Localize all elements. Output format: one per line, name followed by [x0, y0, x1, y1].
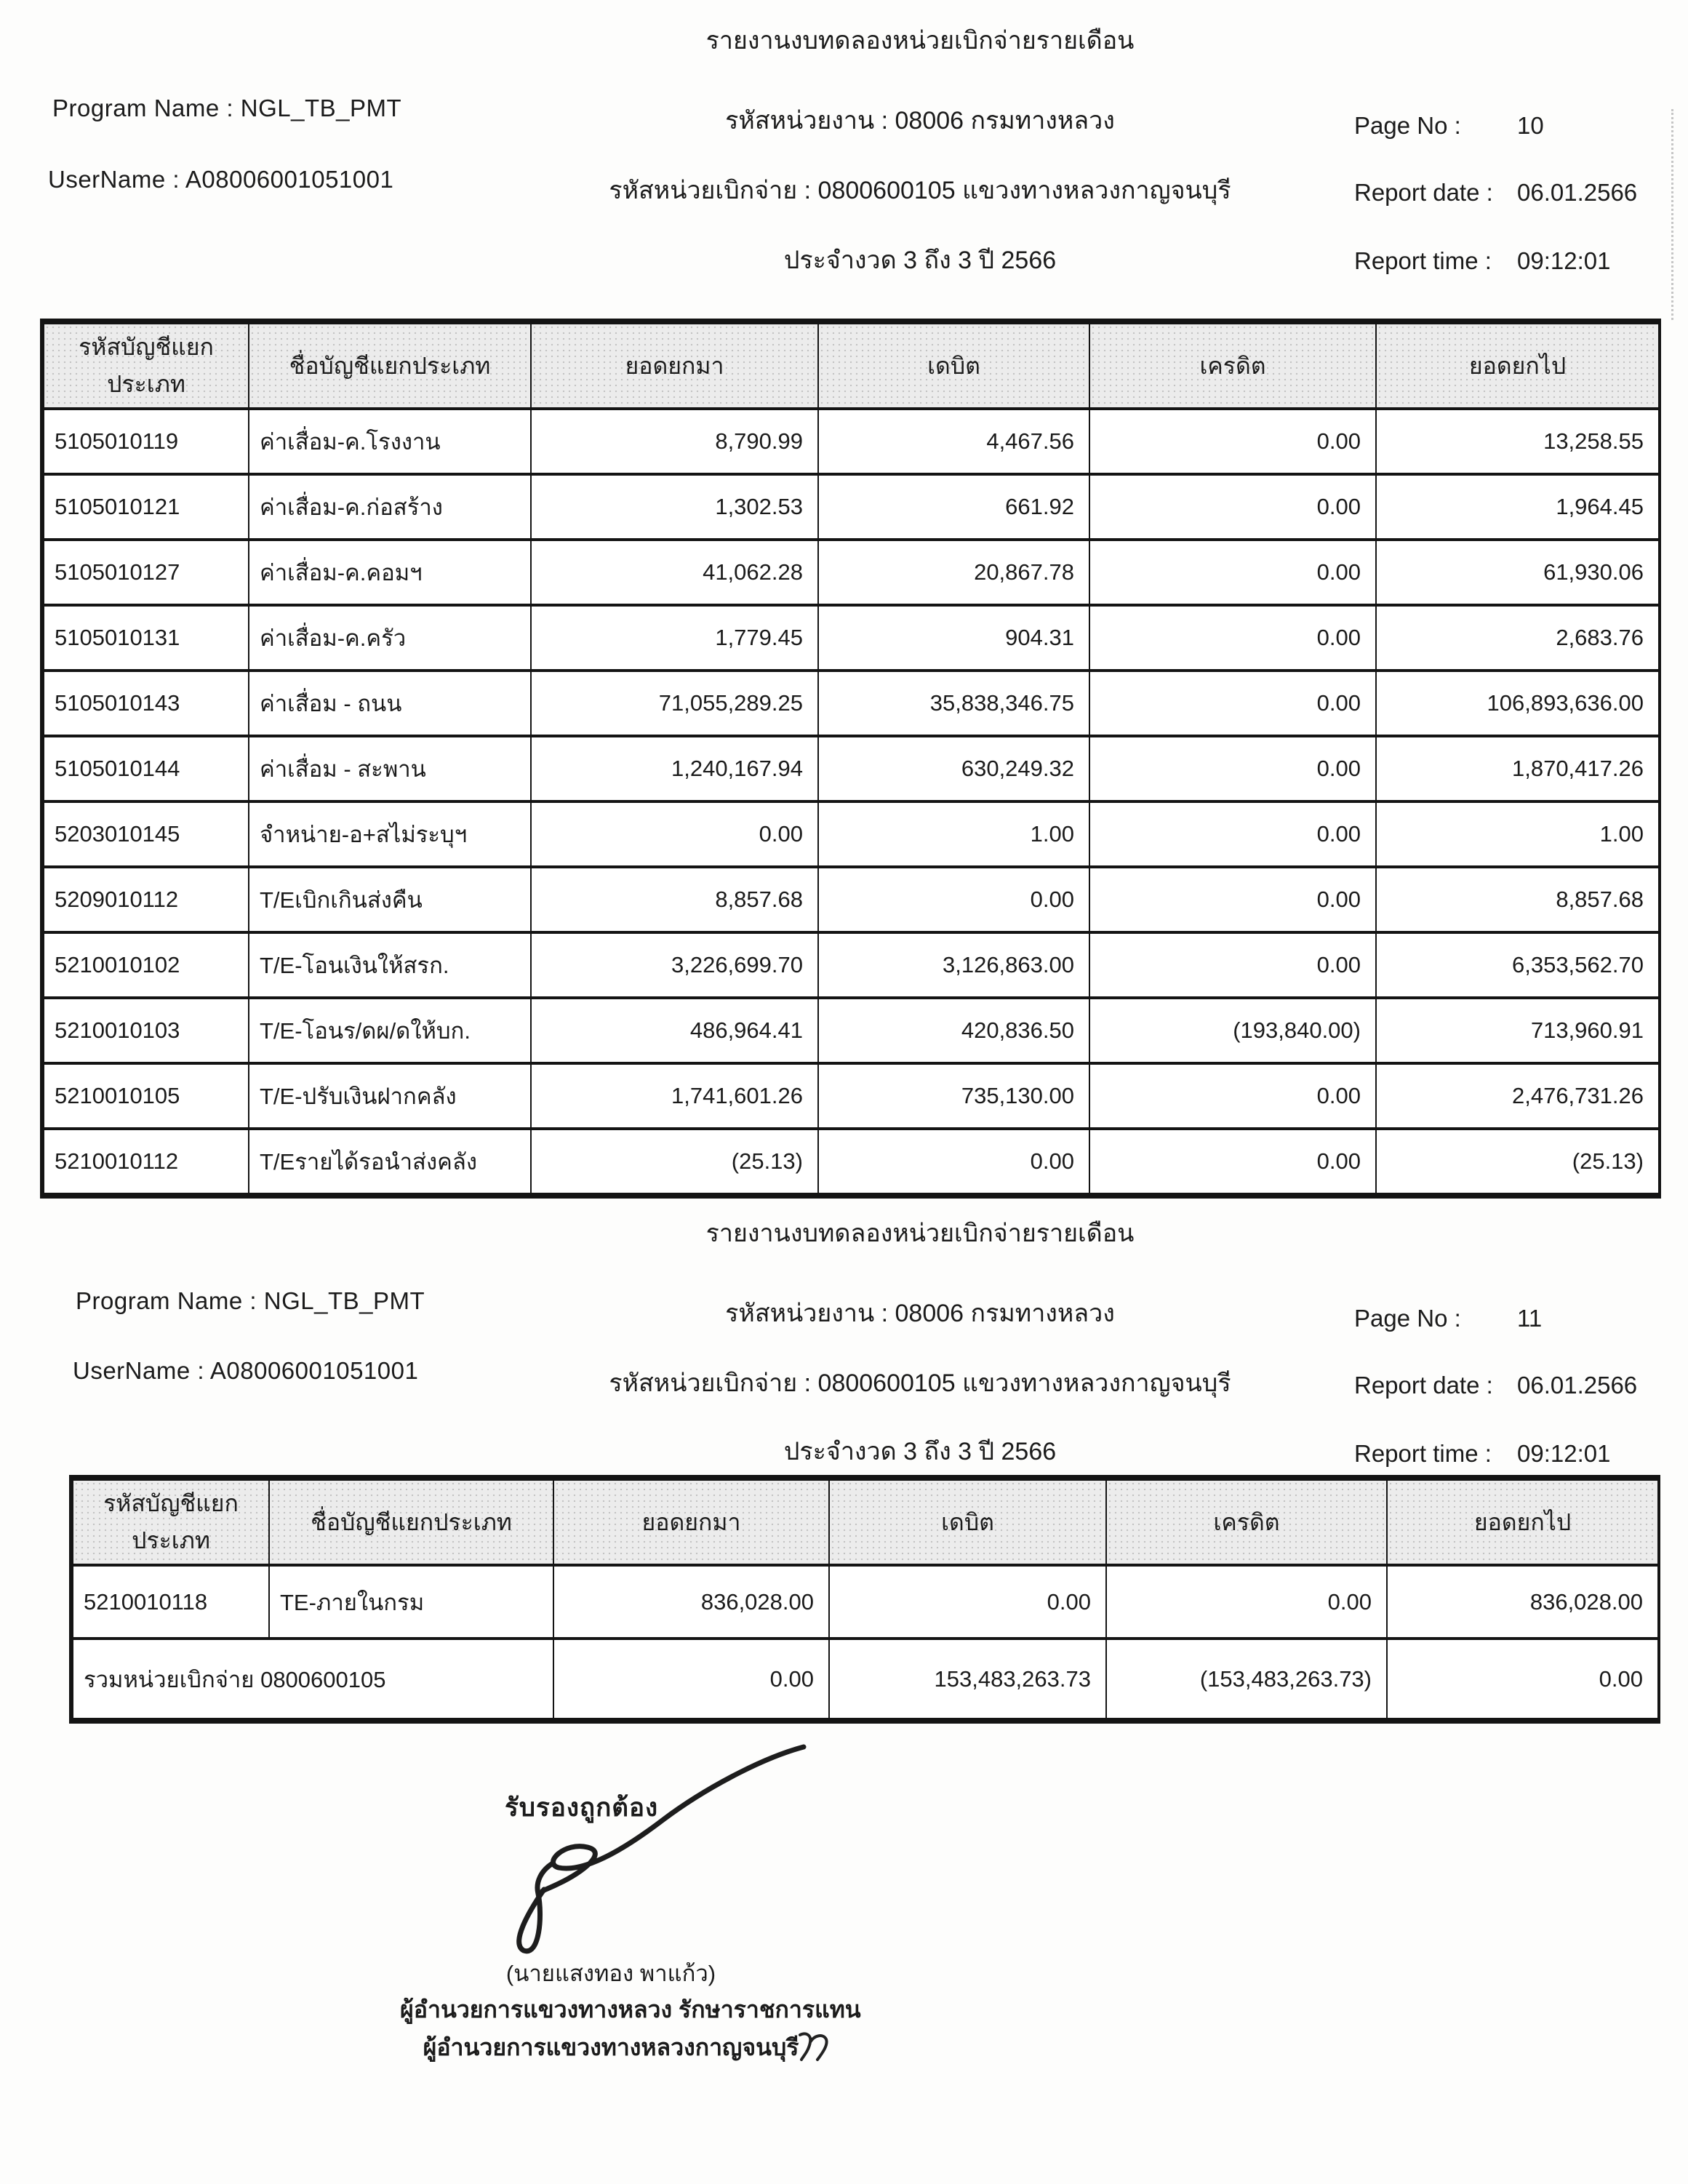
amount-cell: 1,964.45 [1376, 474, 1659, 540]
account-code-cell: 5105010143 [44, 671, 249, 736]
amount-cell: 904.31 [818, 605, 1089, 671]
amount-cell: 8,857.68 [531, 867, 818, 932]
table-row [73, 1565, 1658, 1639]
col-header-debit: เดบิต [829, 1479, 1106, 1565]
page-no-label-p1: Page No : [1354, 112, 1461, 139]
amount-cell: 35,838,346.75 [818, 671, 1089, 736]
report-time-label-p2: Report time : [1354, 1440, 1492, 1467]
period-p1: ประจำงวด 3 ถึง 3 ปี 2566 [783, 247, 1057, 274]
table-row [44, 1063, 1659, 1129]
col-header-credit: เครดิต [1106, 1479, 1387, 1565]
account-name-cell: ค่าเสื่อม-ค.ครัว [249, 605, 531, 671]
account-name-cell: TE-ภายในกรม [269, 1565, 553, 1639]
amount-cell: (193,840.00) [1089, 998, 1376, 1063]
table-row [44, 801, 1659, 867]
account-name-cell: จำหน่าย-อ+สไม่ระบุฯ [249, 801, 531, 867]
account-code-cell: 5105010144 [44, 736, 249, 801]
total-row [73, 1639, 1658, 1719]
amount-cell: 0.00 [1089, 1129, 1376, 1194]
period-p2: ประจำงวด 3 ถึง 3 ปี 2566 [783, 1438, 1057, 1465]
col-header-account-code: รหัสบัญชีแยกประเภท [73, 1479, 269, 1565]
program-name-p2: Program Name : NGL_TB_PMT [76, 1287, 425, 1314]
amount-cell: 61,930.06 [1376, 540, 1659, 605]
amount-cell: 0.00 [829, 1565, 1106, 1639]
trial-balance-table-p2 [69, 1475, 1660, 1724]
table-row [44, 540, 1659, 605]
scan-artifact [1671, 109, 1673, 320]
report-date-value-p1: 06.01.2566 [1517, 179, 1638, 206]
account-code-cell: 5210010103 [44, 998, 249, 1063]
account-code-cell: 5210010118 [73, 1565, 269, 1639]
table-row [44, 736, 1659, 801]
table-body-p1 [44, 409, 1659, 1194]
amount-cell: 486,964.41 [531, 998, 818, 1063]
report-time-label-p1: Report time : [1354, 247, 1492, 274]
amount-cell: 1,240,167.94 [531, 736, 818, 801]
handwritten-initial-mark [794, 2028, 831, 2063]
amount-cell: 1,870,417.26 [1376, 736, 1659, 801]
account-code-cell: 5105010131 [44, 605, 249, 671]
amount-cell: 2,476,731.26 [1376, 1063, 1659, 1129]
amount-cell: 0.00 [1089, 1063, 1376, 1129]
account-name-cell: T/Eเบิกเกินส่งคืน [249, 867, 531, 932]
amount-cell: 41,062.28 [531, 540, 818, 605]
amount-cell: (25.13) [531, 1129, 818, 1194]
total-credit-cell: (153,483,263.73) [1106, 1639, 1387, 1719]
account-name-cell: T/E-โอนร/ดผ/ดให้บก. [249, 998, 531, 1063]
page-no-value-p1: 10 [1517, 112, 1544, 139]
agency-code-p1: รหัสหน่วยงาน : 08006 กรมทางหลวง [725, 107, 1115, 135]
table-row [44, 1129, 1659, 1194]
amount-cell: 0.00 [818, 1129, 1089, 1194]
col-header-account-name: ชื่อบัญชีแยกประเภท [269, 1479, 553, 1565]
amount-cell: 0.00 [1089, 540, 1376, 605]
col-header-debit: เดบิต [818, 323, 1089, 409]
account-code-cell: 5105010121 [44, 474, 249, 540]
amount-cell: 8,790.99 [531, 409, 818, 474]
account-name-cell: ค่าเสื่อม-ค.คอมฯ [249, 540, 531, 605]
amount-cell: 0.00 [1106, 1565, 1387, 1639]
amount-cell: 71,055,289.25 [531, 671, 818, 736]
amount-cell: 420,836.50 [818, 998, 1089, 1063]
amount-cell: 4,467.56 [818, 409, 1089, 474]
report-title-p1: รายงานงบทดลองหน่วยเบิกจ่ายรายเดือน [705, 27, 1135, 55]
amount-cell: 0.00 [531, 801, 818, 867]
report-time-value-p1: 09:12:01 [1517, 247, 1611, 274]
signatory-name: (นายแสงทอง พาแก้ว) [505, 1961, 716, 1986]
amount-cell: 0.00 [1089, 932, 1376, 998]
page-no-label-p2: Page No : [1354, 1305, 1461, 1332]
account-code-cell: 5105010127 [44, 540, 249, 605]
col-header-closing-balance: ยอดยกไป [1387, 1479, 1658, 1565]
table-row [44, 671, 1659, 736]
table-header-row [73, 1479, 1658, 1565]
table-row [44, 409, 1659, 474]
amount-cell: 0.00 [1089, 801, 1376, 867]
amount-cell: (25.13) [1376, 1129, 1659, 1194]
signatory-title-2: ผู้อำนวยการแขวงทางหลวงกาญจนบุรี [423, 2034, 799, 2060]
total-closing-cell: 0.00 [1387, 1639, 1658, 1719]
account-code-cell: 5203010145 [44, 801, 249, 867]
account-name-cell: ค่าเสื่อม - สะพาน [249, 736, 531, 801]
amount-cell: 836,028.00 [553, 1565, 829, 1639]
amount-cell: 0.00 [1089, 736, 1376, 801]
table-row [44, 605, 1659, 671]
amount-cell: 106,893,636.00 [1376, 671, 1659, 736]
amount-cell: 13,258.55 [1376, 409, 1659, 474]
page-no-value-p2: 11 [1517, 1305, 1543, 1332]
total-label-cell: รวมหน่วยเบิกจ่าย 0800600105 [73, 1639, 553, 1719]
amount-cell: 0.00 [1089, 671, 1376, 736]
col-header-closing-balance: ยอดยกไป [1376, 323, 1659, 409]
account-name-cell: ค่าเสื่อม-ค.โรงงาน [249, 409, 531, 474]
amount-cell: 2,683.76 [1376, 605, 1659, 671]
amount-cell: 1,302.53 [531, 474, 818, 540]
report-date-value-p2: 06.01.2566 [1517, 1372, 1638, 1399]
amount-cell: 836,028.00 [1387, 1565, 1658, 1639]
amount-cell: 3,126,863.00 [818, 932, 1089, 998]
user-name-p2: UserName : A08006001051001 [73, 1357, 419, 1384]
col-header-account-code: รหัสบัญชีแยกประเภท [44, 323, 249, 409]
account-name-cell: T/E-โอนเงินให้สรก. [249, 932, 531, 998]
total-opening-cell: 0.00 [553, 1639, 829, 1719]
user-name-p1: UserName : A08006001051001 [48, 166, 394, 193]
table-row [44, 867, 1659, 932]
amount-cell: 1.00 [1376, 801, 1659, 867]
trial-balance-table-p1 [40, 319, 1661, 1199]
amount-cell: 1,741,601.26 [531, 1063, 818, 1129]
amount-cell: 0.00 [1089, 474, 1376, 540]
amount-cell: 3,226,699.70 [531, 932, 818, 998]
amount-cell: 0.00 [1089, 867, 1376, 932]
amount-cell: 735,130.00 [818, 1063, 1089, 1129]
amount-cell: 6,353,562.70 [1376, 932, 1659, 998]
report-date-label-p2: Report date : [1354, 1372, 1493, 1399]
total-debit-cell: 153,483,263.73 [829, 1639, 1106, 1719]
col-header-opening-balance: ยอดยกมา [553, 1479, 829, 1565]
account-code-cell: 5209010112 [44, 867, 249, 932]
account-name-cell: ค่าเสื่อม - ถนน [249, 671, 531, 736]
signatory-title-1: ผู้อำนวยการแขวงทางหลวง รักษาราชการแทน [400, 1996, 861, 2023]
account-code-cell: 5210010105 [44, 1063, 249, 1129]
report-time-value-p2: 09:12:01 [1517, 1440, 1611, 1467]
account-name-cell: T/Eรายได้รอนำส่งคลัง [249, 1129, 531, 1194]
agency-code-p2: รหัสหน่วยงาน : 08006 กรมทางหลวง [725, 1300, 1115, 1327]
amount-cell: 1.00 [818, 801, 1089, 867]
table-row [44, 474, 1659, 540]
program-name-p1: Program Name : NGL_TB_PMT [52, 95, 402, 121]
account-code-cell: 5105010119 [44, 409, 249, 474]
table-header-row [44, 323, 1659, 409]
col-header-opening-balance: ยอดยกมา [531, 323, 818, 409]
amount-cell: 0.00 [1089, 409, 1376, 474]
amount-cell: 713,960.91 [1376, 998, 1659, 1063]
amount-cell: 0.00 [818, 867, 1089, 932]
certify-text: รับรองถูกต้อง [505, 1793, 659, 1822]
amount-cell: 20,867.78 [818, 540, 1089, 605]
amount-cell: 0.00 [1089, 605, 1376, 671]
table-body-p2 [73, 1565, 1658, 1639]
account-code-cell: 5210010112 [44, 1129, 249, 1194]
amount-cell: 630,249.32 [818, 736, 1089, 801]
disbursement-unit-p2: รหัสหน่วยเบิกจ่าย : 0800600105 แขวงทางหลวงกาญจนบุรี [609, 1369, 1231, 1397]
report-date-label-p1: Report date : [1354, 179, 1493, 206]
amount-cell: 661.92 [818, 474, 1089, 540]
table-row [44, 998, 1659, 1063]
amount-cell: 8,857.68 [1376, 867, 1659, 932]
col-header-account-name: ชื่อบัญชีแยกประเภท [249, 323, 531, 409]
account-name-cell: ค่าเสื่อม-ค.ก่อสร้าง [249, 474, 531, 540]
account-name-cell: T/E-ปรับเงินฝากคลัง [249, 1063, 531, 1129]
report-title-p2: รายงานงบทดลองหน่วยเบิกจ่ายรายเดือน [705, 1220, 1135, 1247]
table-row [44, 932, 1659, 998]
account-code-cell: 5210010102 [44, 932, 249, 998]
disbursement-unit-p1: รหัสหน่วยเบิกจ่าย : 0800600105 แขวงทางหลวงกาญจนบุรี [609, 177, 1231, 204]
col-header-credit: เครดิต [1089, 323, 1376, 409]
handwritten-signature [473, 1738, 815, 1956]
amount-cell: 1,779.45 [531, 605, 818, 671]
